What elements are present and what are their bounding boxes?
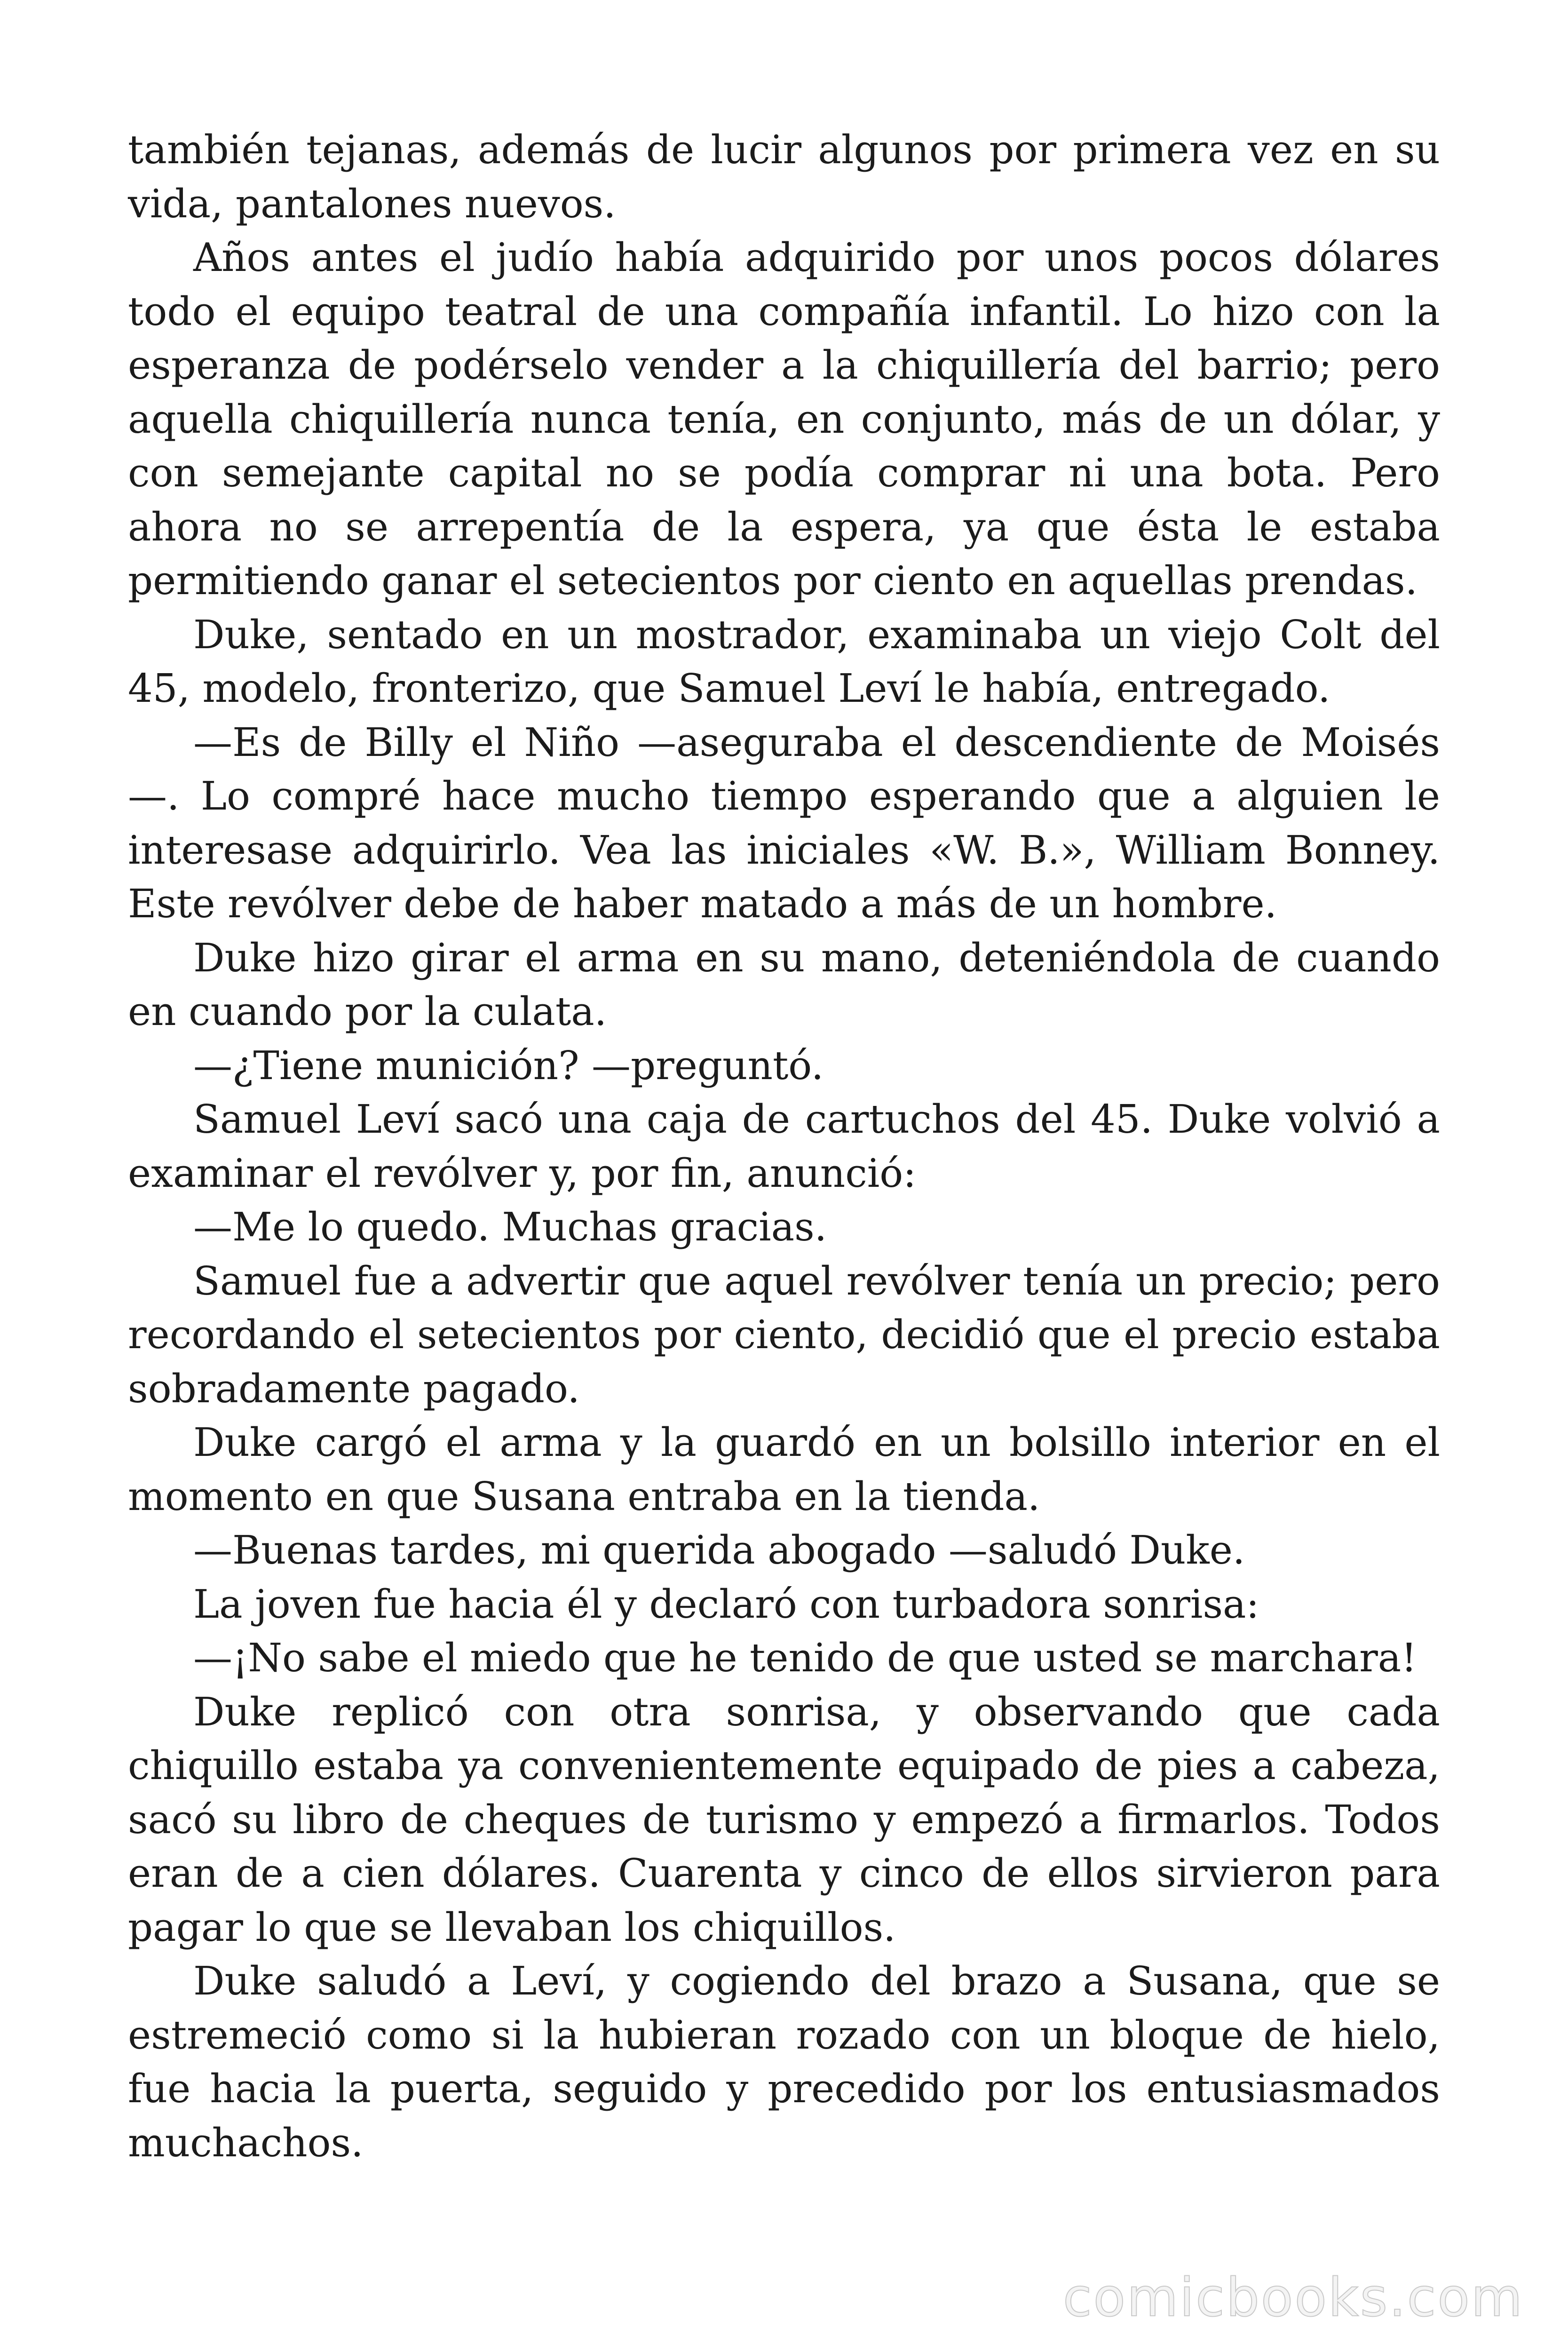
paragraph-2: Años antes el judío había adquirido por unos pocos dólares todo el equipo teatral de una compañía infantil. Lo hizo con la esperanza de podérselo vender a la chiquillería del barrio; pero aquella chiquillería nunca tenía, en conjunto, más de un dólar, y con semejante capital no se podía comprar ni una bota. Pero ahora no se arrepentía de la espera, ya que ésta le estaba permitiendo ganar el setecientos por ciento en aquellas prendas. (128, 235, 1440, 604)
paragraph-13: —¡No sabe el miedo que he tenido de que usted se marchara! (193, 1635, 1417, 1681)
book-page-text (128, 123, 1440, 2170)
paragraph-14: Duke replicó con otra sonrisa, y observando que cada chiquillo estaba ya convenientemente equipado de pies a cabeza, sacó su libro de cheques de turismo y empezó a firmarlos. Todos eran de a cien dólares. Cuarenta y cinco de ellos sirvieron para pagar lo que se llevaban los chiquillos. (128, 1689, 1440, 1950)
paragraph-6: —¿Tiene munición? —preguntó. (193, 1042, 824, 1089)
paragraph-9: Samuel fue a advertir que aquel revólver tenía un precio; pero recordando el setecientos por ciento, decidió que el precio estaba sobradamente pagado. (128, 1258, 1440, 1412)
paragraph-7: Samuel Leví sacó una caja de cartuchos del 45. Duke volvió a examinar el revólver y, por fin, anunció: (128, 1097, 1440, 1196)
paragraph-1: también tejanas, además de lucir algunos por primera vez en su vida, pantalones nuevos. (128, 127, 1440, 227)
paragraph-11: —Buenas tardes, mi querida abogado —saludó Duke. (193, 1527, 1245, 1573)
paragraph-12: La joven fue hacia él y declaró con turbadora sonrisa: (193, 1581, 1259, 1627)
watermark: comicbooks.com (1062, 2267, 1524, 2328)
paragraph-4: —Es de Billy el Niño —aseguraba el descendiente de Moisés—. Lo compré hace mucho tiempo esperando que a alguien le interesase adquirirlo. Vea las iniciales «W. B.», William Bonney. Este revólver debe de haber matado a más de un hombre. (128, 719, 1440, 927)
paragraph-3: Duke, sentado en un mostrador, examinaba un viejo Colt del 45, modelo, fronterizo, que Samuel Leví le había, entregado. (128, 612, 1440, 711)
paragraph-10: Duke cargó el arma y la guardó en un bolsillo interior en el momento en que Susana entraba en la tienda. (128, 1420, 1440, 1519)
paragraph-8: —Me lo quedo. Muchas gracias. (193, 1204, 827, 1250)
paragraph-15: Duke saludó a Leví, y cogiendo del brazo a Susana, que se estremeció como si la hubieran rozado con un bloque de hielo, fue hacia la puerta, seguido y precedido por los entusiasmados muchachos. (128, 1958, 1440, 2166)
paragraph-5: Duke hizo girar el arma en su mano, deteniéndola de cuando en cuando por la culata. (128, 935, 1440, 1034)
